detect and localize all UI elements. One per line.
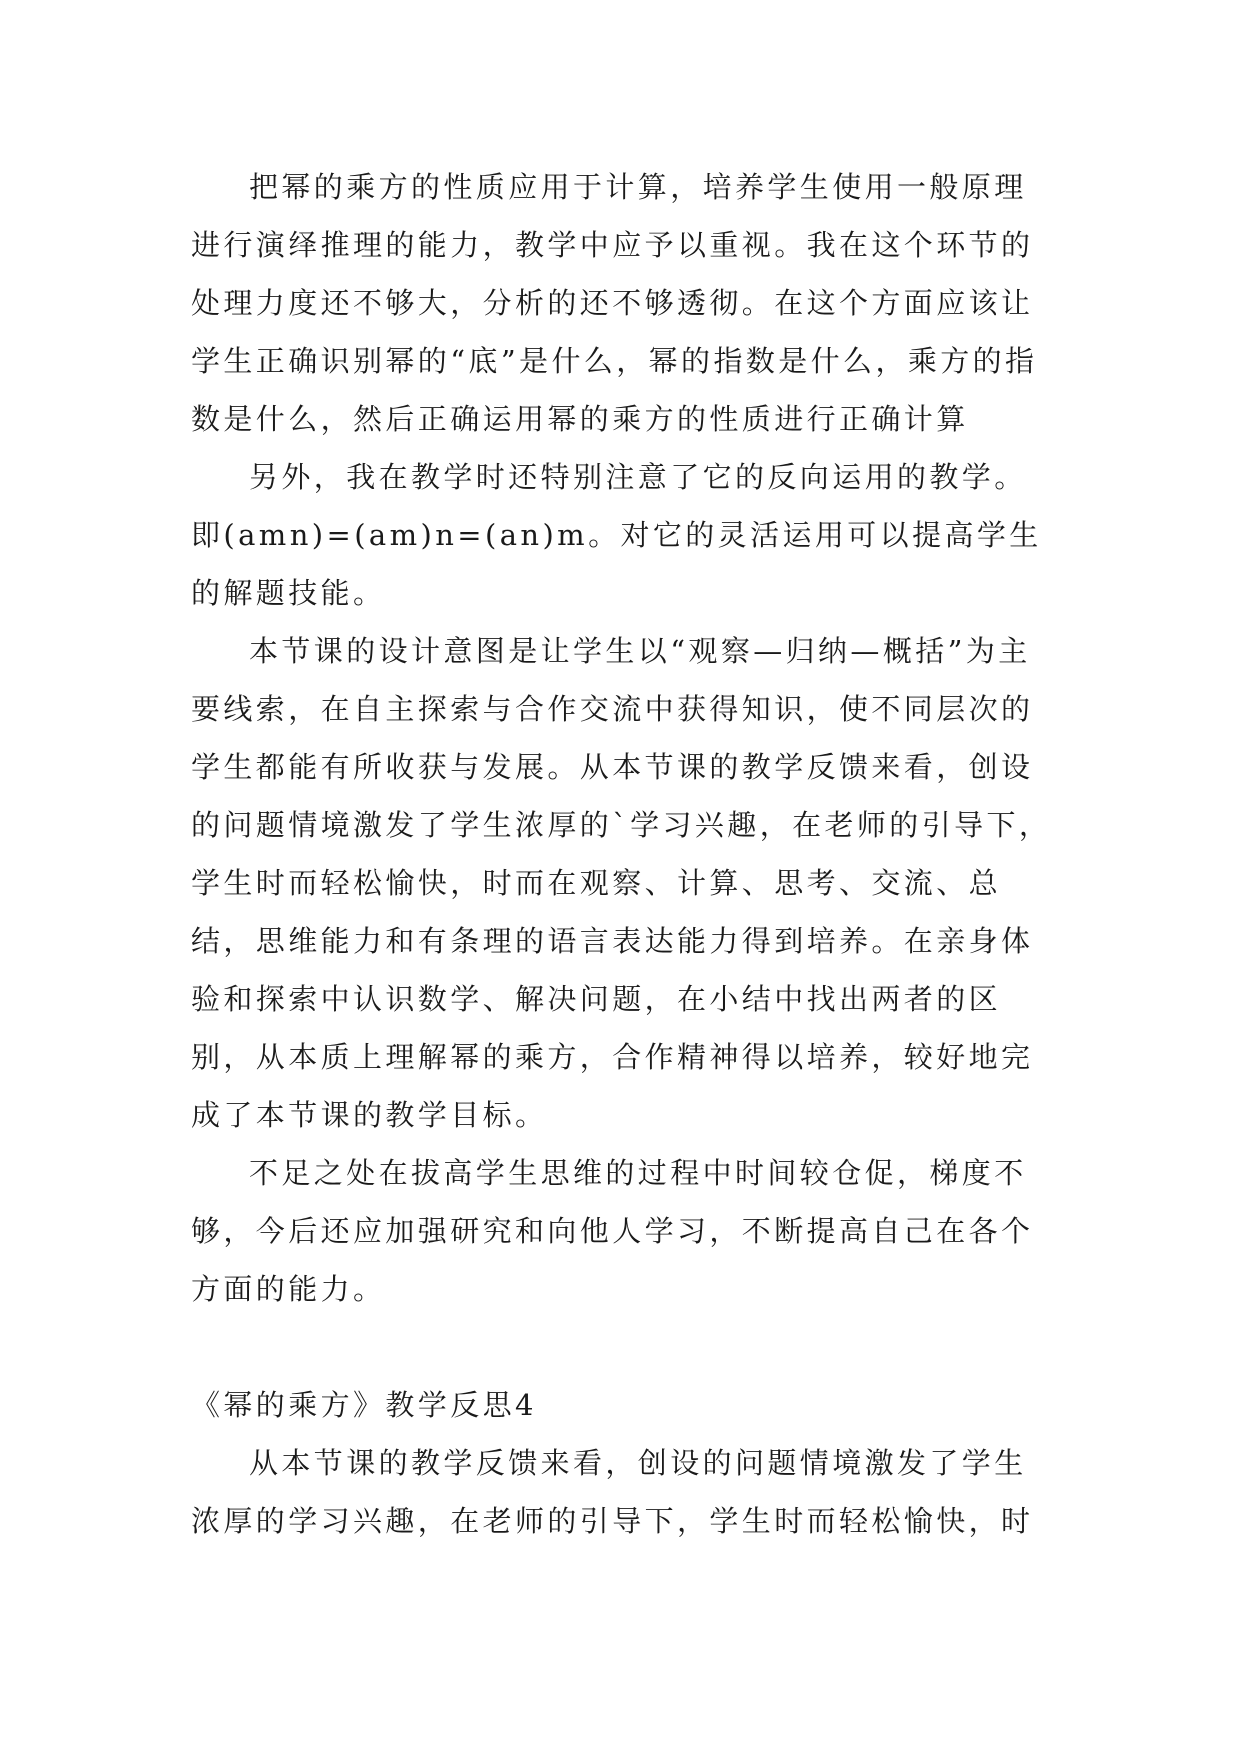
document-page [191,158,1057,1550]
paragraph-2: 另外，我在教学时还特别注意了它的反向运用的教学。即(amn)=(am)n=(an)m。对它的灵活运用可以提高学生的解题技能。 [191,460,1042,610]
section-paragraph-1: 从本节课的教学反馈来看，创设的问题情境激发了学生浓厚的学习兴趣，在老师的引导下，学生时而轻松愉快，时 [191,1446,1034,1538]
paragraph-4: 不足之处在拔高学生思维的过程中时间较仓促，梯度不够，今后还应加强研究和向他人学习，不断提高自己在各个方面的能力。 [191,1156,1034,1306]
section-heading: 《幂的乘方》教学反思4 [191,1388,537,1422]
paragraph-3: 本节课的设计意图是让学生以“观察—归纳—概括”为主要线索，在自主探索与合作交流中获得知识，使不同层次的学生都能有所收获与发展。从本节课的教学反馈来看，创设的问题情境激发了学生浓厚的`学习兴趣，在老师的引导下，学生时而轻松愉快，时而在观察、计算、思考、交流、总结，思维能力和有条理的语言表达能力得到培养。在亲身体验和探索中认识数学、解决问题，在小结中找出两者的区别，从本质上理解幂的乘方，合作精神得以培养，较好地完成了本节课的教学目标。 [191,634,1052,1132]
paragraph-1: 把幂的乘方的性质应用于计算，培养学生使用一般原理进行演绎推理的能力，教学中应予以重视。我在这个环节的处理力度还不够大，分析的还不够透彻。在这个方面应该让学生正确识别幂的“底”是什么，幂的指数是什么，乘方的指数是什么，然后正确运用幂的乘方的性质进行正确计算 [191,170,1038,436]
